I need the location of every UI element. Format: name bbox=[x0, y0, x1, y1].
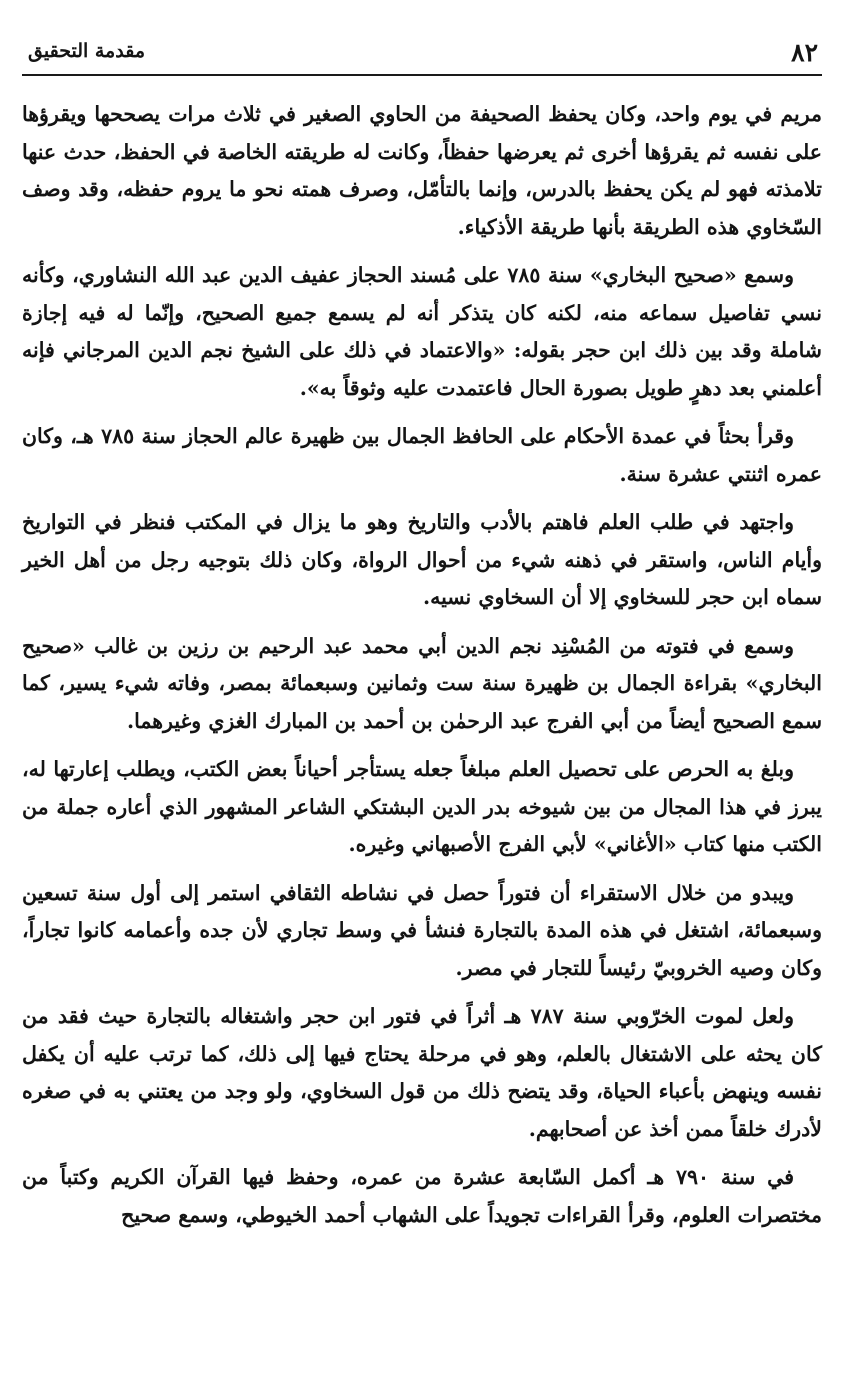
paragraph-8: ولعل لموت الخرّوبي سنة ٧٨٧ هـ أثراً في فتور ابن حجر واشتغاله بالتجارة حيث فقد من كان يحثه على الاشتغال بالعلم، وهو في مرحلة يحتاج فيها إلى ذلك، كما ترتب عليه أن يكفل نفسه وينهض بأعباء الحياة، وقد يتضح ذلك من قول السخاوي، ولو وجد من يعتني به في صغره لأدرك خلقاً ممن أخذ عن أصحابهم. bbox=[22, 1004, 822, 1141]
paragraph-7: ويبدو من خلال الاستقراء أن فتوراً حصل في نشاطه الثقافي استمر إلى أول سنة تسعين وسبعمائة، اشتغل في هذه المدة بالتجارة فنشأ في وسط تجاري لأن جده وأعمامه كانوا تجاراً، وكان وصيه الخروبيّ رئيساً للتجار في مصر. bbox=[22, 880, 822, 980]
running-title: مقدمة التحقيق bbox=[28, 40, 145, 62]
paragraph-3: وقرأ بحثاً في عمدة الأحكام على الحافظ الجمال بين ظهيرة عالم الحجاز سنة ٧٨٥ هـ، وكان عمره اثنتي عشرة سنة. bbox=[22, 424, 822, 486]
paragraph-1: مريم في يوم واحد، وكان يحفظ الصحيفة من الحاوي الصغير في ثلاث مرات يصححها ويقرؤها على نفسه ثم يقرؤها أخرى ثم يعرضها حفظاً، وكانت له طريقته الخاصة في الحفظ، حدث عنها تلامذته فهو لم يكن يحفظ بالدرس، وإنما بالتأمّل، وصرف همته نحو ما يروم حفظه، وقد وصف السّخاوي هذه الطريقة بأنها طريقة الأذكياء. bbox=[22, 102, 822, 239]
page-number: ٨٢ bbox=[791, 38, 818, 67]
paragraph-2: وسمع «صحيح البخاري» سنة ٧٨٥ على مُسند الحجاز عفيف الدين عبد الله النشاوري، وكأنه نسي تفاصيل سماعه منه، لكنه كان يتذكر أنه لم يسمع جميع الصحيح، وإنّما له فيه إجازة شاملة وقد بين ذلك ابن حجر بقوله: «والاعتماد في ذلك على الشيخ نجم الدين المرجاني فإنه أعلمني بعد دهرٍ طويل بصورة الحال فاعتمدت عليه وثوقاً به». bbox=[22, 263, 822, 400]
body-text bbox=[22, 96, 822, 1234]
paragraph-5: وسمع في فتوته من المُسْنِد نجم الدين أبي محمد عبد الرحيم بن رزين بن غالب «صحيح البخاري» بقراءة الجمال بن ظهيرة سنة ست وثمانين وسبعمائة بمصر، وفاته شيء يسير، كما سمع الصحيح أيضاً من أبي الفرج عبد الرحمٰن بن أحمد بن المبارك الغزي وغيرهما. bbox=[22, 633, 822, 733]
book-page bbox=[22, 28, 822, 1348]
paragraph-6: وبلغ به الحرص على تحصيل العلم مبلغاً جعله يستأجر أحياناً بعض الكتب، ويطلب إعارتها له، يبرز في هذا المجال من بين شيوخه بدر الدين البشتكي الشاعر المشهور الذي أعاره جملة من الكتب منها كتاب «الأغاني» لأبي الفرج الأصبهاني وغيره. bbox=[22, 757, 822, 856]
paragraph-4: واجتهد في طلب العلم فاهتم بالأدب والتاريخ وهو ما يزال في المكتب فنظر في التواريخ وأيام الناس، واستقر في ذهنه شيء من أحوال الرواة، وكان ذلك بتوجيه رجل من أهل الخير سماه ابن حجر للسخاوي إلا أن السخاوي نسيه. bbox=[22, 510, 822, 609]
page-header bbox=[22, 28, 822, 76]
paragraph-9: في سنة ٧٩٠ هـ أكمل السّابعة عشرة من عمره، وحفظ فيها القرآن الكريم وكتباً من مختصرات العلوم، وقرأ القراءات تجويداً على الشهاب أحمد الخيوطي، وسمع صحيح bbox=[22, 1165, 822, 1227]
